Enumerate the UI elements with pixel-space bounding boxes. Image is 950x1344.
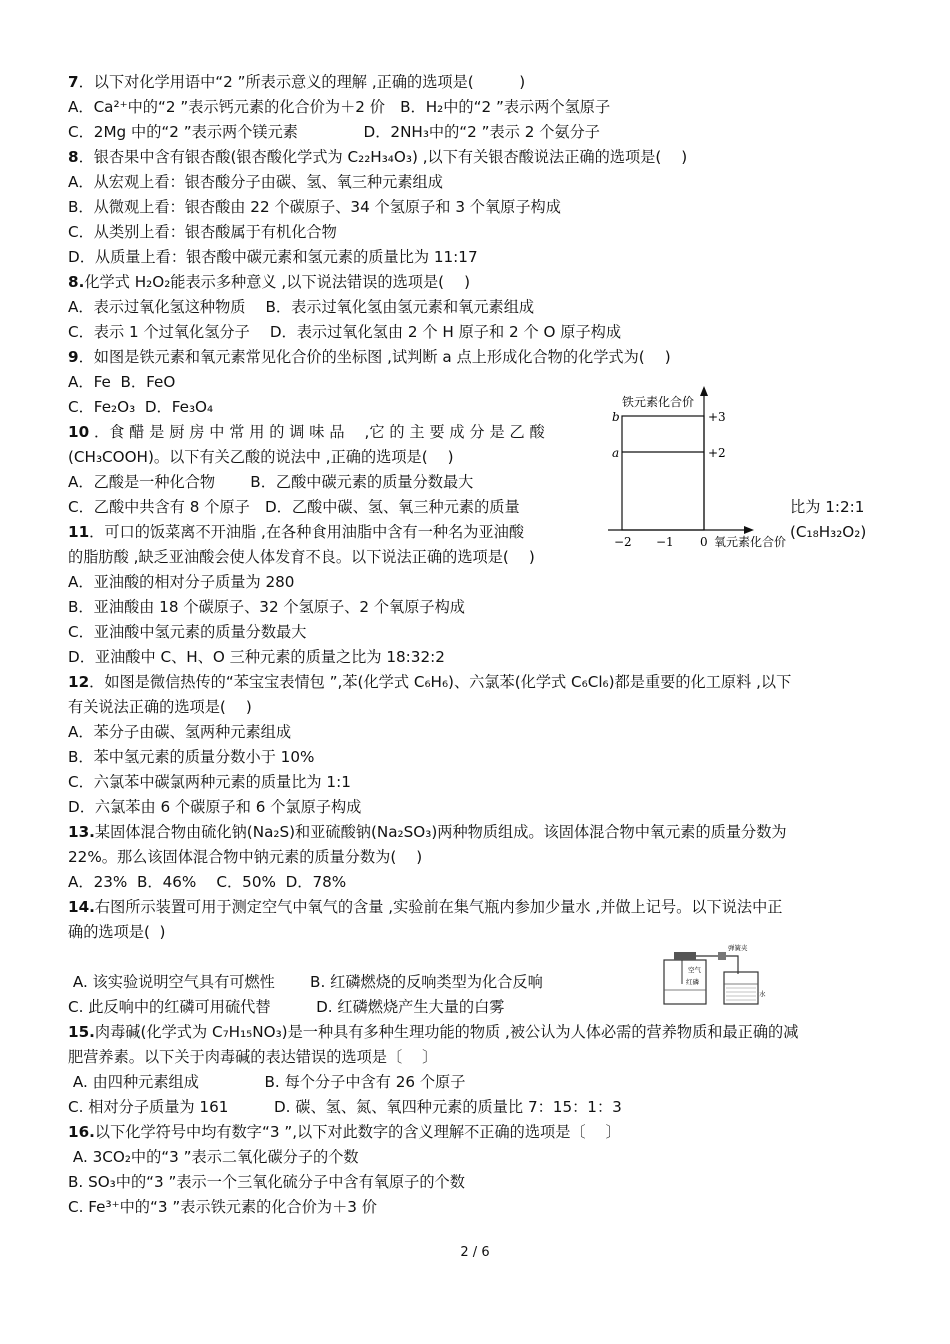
q16-stem: 16.以下化学符号中均有数字“3 ”,以下对此数字的含义理解不正确的选项是〔 〕 (68, 1123, 621, 1141)
q7-options-cd: C．2Mg 中的“2 ”表示两个镁元素 D．2NH₃中的“2 ”表示 2 个氨分子 (68, 123, 600, 141)
label-spring-clip: 弹簧夹 (728, 944, 748, 952)
stopper (674, 952, 696, 960)
q10-options-cd: C．乙酸中共含有 8 个原子 D．乙酸中碳、氢、氧三种元素的质量 (68, 498, 520, 516)
y-tick-plus2: +2 (708, 446, 726, 460)
spring-clip-icon (718, 952, 726, 960)
q8b-options-ab: A．表示过氧化氢这种物质 B．表示过氧化氢由氢元素和氧元素组成 (68, 298, 535, 316)
q10-options-ab: A．乙酸是一种化合物 B．乙酸中碳元素的质量分数最大 (68, 473, 474, 491)
q11-option-d: D．亚油酸中 C、H、O 三种元素的质量之比为 18:32:2 (68, 648, 445, 666)
q13-stem: 13.某固体混合物由硫化钠(Na₂S)和亚硫酸钠(Na₂SO₃)两种物质组成。该固体混合物中氧元素的质量分数为 (68, 823, 787, 841)
label-red-phosphorus: 红磷 (686, 978, 699, 986)
q11-option-a: A．亚油酸的相对分子质量为 280 (68, 573, 295, 591)
q12-option-a: A．苯分子由碳、氢两种元素组成 (68, 723, 292, 741)
apparatus-figure (660, 944, 770, 1008)
q11-stem-cont: 的脂肪酸 ,缺乏亚油酸会使人体发育不良。以下说法正确的选项是( ) (68, 548, 535, 566)
q12-option-c: C．六氯苯中碳氯两种元素的质量比为 1:1 (68, 773, 351, 791)
q8-option-c: C．从类别上看：银杏酸属于有机化合物 (68, 223, 337, 241)
x-tick-minus2: −2 (614, 535, 632, 549)
point-b-label: b (612, 410, 620, 424)
q14-stem-cont: 确的选项是( ) (68, 923, 166, 941)
q12-stem-cont: 有关说法正确的选项是( ) (68, 698, 252, 716)
label-water: 水 (759, 990, 766, 998)
delivery-tube (696, 956, 738, 974)
q8-option-a: A．从宏观上看：银杏酸分子由碳、氢、氧三种元素组成 (68, 173, 443, 191)
valence-box (622, 416, 704, 530)
q14-number: 14. (68, 898, 95, 916)
q15-stem: 15.肉毒碱(化学式为 C₇H₁₅NO₃)是一种具有多种生理功能的物质 ,被公认为人体必需的营养物质和最正确的减 (68, 1023, 799, 1041)
q12-number: 12 (68, 673, 90, 691)
y-axis-arrow-icon (700, 386, 708, 396)
q8b-options-cd: C．表示 1 个过氧化氢分子 D．表示过氧化氢由 2 个 H 原子和 2 个 O 原子构成 (68, 323, 622, 341)
x-tick-minus1: −1 (656, 535, 674, 549)
q11-number: 11 (68, 523, 90, 541)
q16-option-b: B. SO₃中的“3 ”表示一个三氧化硫分子中含有氧原子的个数 (68, 1173, 465, 1191)
q11-formula: (C₁₈H₃₂O₂) (790, 523, 867, 541)
q14-stem: 14.右图所示装置可用于测定空气中氧气的含量 ,实验前在集气瓶内参加少量水 ,并做上记号。以下说法中正 (68, 898, 783, 916)
x-axis-title: 氧元素化合价 (714, 535, 787, 549)
y-axis-title: 铁元素化合价 (622, 395, 695, 409)
q7-stem: 7．以下对化学用语中“2 ”所表示意义的理解 ,正确的选项是( ) (68, 73, 526, 91)
q14-options-ab: A. 该实验说明空气具有可燃性 B. 红磷燃烧的反响类型为化合反响 (68, 973, 543, 991)
q10-number: 10 (68, 423, 90, 441)
x-axis-arrow-icon (744, 526, 754, 534)
q9-options-ab: A．Fe B．FeO (68, 373, 176, 391)
q12-stem: 12．如图是微信热传的“苯宝宝表情包 ”,苯(化学式 C₆H₆)、六氯苯(化学式 C₆Cl₆)都是重要的化工原料 ,以下 (68, 673, 792, 691)
q7-number: 7 (68, 73, 79, 91)
y-tick-plus3: +3 (708, 410, 726, 424)
q8-number: 8 (68, 148, 79, 166)
q8b-number: 8. (68, 273, 85, 291)
q13-number: 13. (68, 823, 95, 841)
q10-stem: 10 ．食 醋 是 厨 房 中 常 用 的 调 味 品 ,它 的 主 要 成 分 是 乙 酸 (68, 423, 545, 441)
q9-stem: 9．如图是铁元素和氧元素常见化合价的坐标图 ,试判断 a 点上形成化合物的化学式为( ) (68, 348, 671, 366)
q8-option-d: D．从质量上看：银杏酸中碳元素和氢元素的质量比为 11:17 (68, 248, 478, 266)
q10-options-cd-tail: 比为 1:2:1 (790, 498, 865, 516)
page-number: 2 / 6 (460, 1245, 490, 1260)
q16-option-c: C. Fe³⁺中的“3 ”表示铁元素的化合价为＋3 价 (68, 1198, 377, 1216)
q13-options: A．23% B．46% C．50% D．78% (68, 873, 347, 891)
q13-stem-cont: 22%。那么该固体混合物中钠元素的质量分数为( ) (68, 848, 423, 866)
q12-option-d: D．六氯苯由 6 个碳原子和 6 个氯原子构成 (68, 798, 362, 816)
q11-option-b: B．亚油酸由 18 个碳原子、32 个氢原子、2 个氧原子构成 (68, 598, 465, 616)
q16-number: 16. (68, 1123, 95, 1141)
valence-coordinate-figure (600, 384, 790, 554)
q11-stem: 11．可口的饭菜离不开油脂 ,在各种食用油脂中含有一种名为亚油酸 (68, 523, 525, 541)
q11-option-c: C．亚油酸中氢元素的质量分数最大 (68, 623, 307, 641)
q10-stem-cont: (CH₃COOH)。以下有关乙酸的说法中 ,正确的选项是( ) (68, 448, 454, 466)
water-hatching (726, 988, 756, 1000)
q15-options-cd: C. 相对分子质量为 161 D. 碳、氢、氮、氧四种元素的质量比 7：15：1：3 (68, 1098, 622, 1116)
q8-stem: 8．银杏果中含有银杏酸(银杏酸化学式为 C₂₂H₃₄O₃) ,以下有关银杏酸说法正确的选项是( ) (68, 148, 688, 166)
label-air: 空气 (688, 966, 701, 974)
q15-options-ab: A. 由四种元素组成 B. 每个分子中含有 26 个原子 (68, 1073, 466, 1091)
x-tick-zero: 0 (700, 535, 708, 549)
q16-option-a: A. 3CO₂中的“3 ”表示二氧化碳分子的个数 (68, 1148, 359, 1166)
q8-option-b: B．从微观上看：银杏酸由 22 个碳原子、34 个氢原子和 3 个氧原子构成 (68, 198, 561, 216)
q15-number: 15. (68, 1023, 95, 1041)
q7-options-ab: A．Ca²⁺中的“2 ”表示钙元素的化合价为＋2 价 B．H₂中的“2 ”表示两个氢原子 (68, 98, 611, 116)
point-a-label: a (612, 446, 620, 460)
q9-number: 9 (68, 348, 79, 366)
q9-options-cd: C．Fe₂O₃ D．Fe₃O₄ (68, 398, 214, 416)
q12-option-b: B．苯中氢元素的质量分数小于 10% (68, 748, 315, 766)
q15-stem-cont: 肥营养素。以下关于肉毒碱的表达错误的选项是〔 〕 (68, 1048, 438, 1066)
q14-options-cd: C. 此反响中的红磷可用硫代替 D. 红磷燃烧产生大量的白雾 (68, 998, 505, 1016)
q8b-stem: 8.化学式 H₂O₂能表示多种意义 ,以下说法错误的选项是( ) (68, 273, 470, 291)
